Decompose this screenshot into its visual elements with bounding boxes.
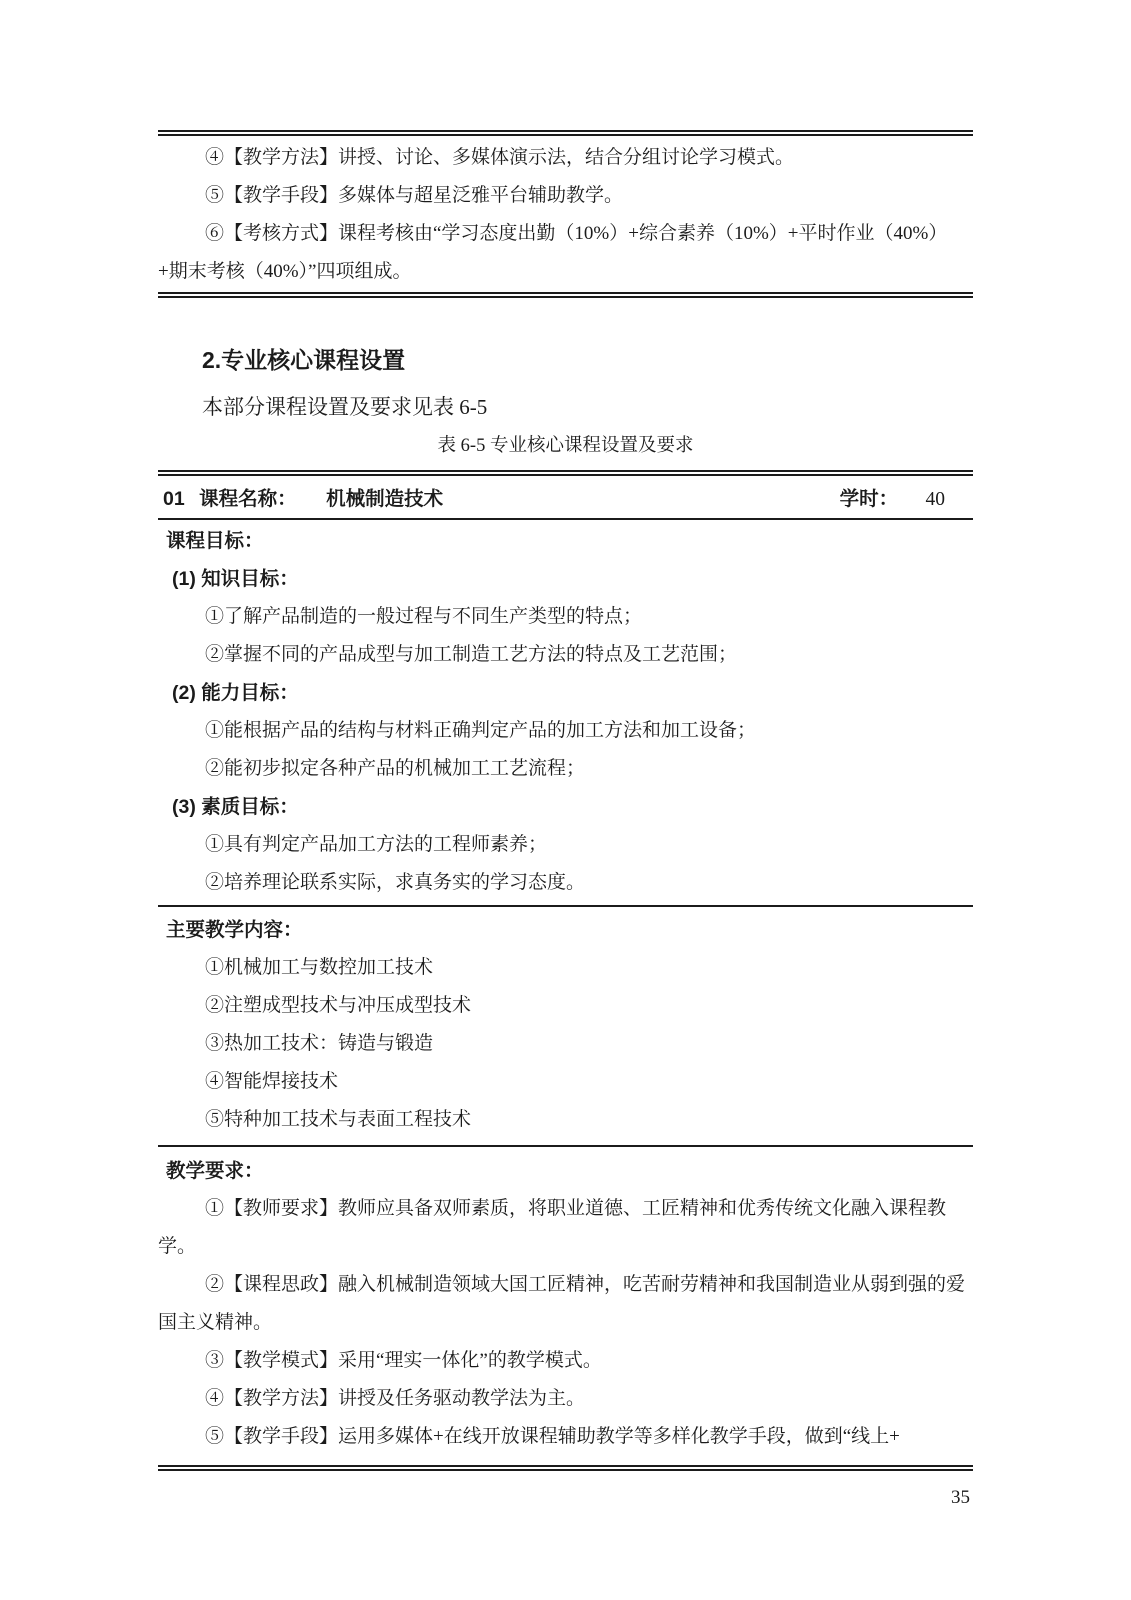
goal-item: ①能根据产品的结构与材料正确判定产品的加工方法和加工设备； bbox=[205, 720, 757, 741]
goal-item: ①具有判定产品加工方法的工程师素养； bbox=[205, 834, 548, 855]
content-item: ②注塑成型技术与冲压成型技术 bbox=[205, 995, 472, 1016]
content-item: ③热加工技术：铸造与锻造 bbox=[205, 1033, 434, 1054]
ability-goals-title: (2) 能力目标： bbox=[172, 682, 299, 704]
content-item: ④智能焊接技术 bbox=[205, 1071, 339, 1092]
course-goals-section bbox=[158, 520, 973, 905]
goal-item: ①了解产品制造的一般过程与不同生产类型的特点； bbox=[205, 606, 643, 627]
table-caption: 表 6-5 专业核心课程设置及要求 bbox=[437, 436, 694, 456]
requirement-item: ③【教学模式】采用“理实一体化”的教学模式。 bbox=[205, 1350, 602, 1371]
goal-item: ②培养理论联系实际，求真务实的学习态度。 bbox=[205, 872, 586, 893]
course-name-label: 课程名称： bbox=[199, 488, 297, 510]
paragraph-item: ⑥【考核方式】课程考核由“学习态度出勤（10%）+综合素养（10%）+平时作业（40%）+期末考核（40%）”四项组成。 bbox=[158, 223, 948, 282]
course-goals-title: 课程目标： bbox=[166, 530, 264, 552]
course-header-left bbox=[158, 483, 443, 511]
requirement-item: ⑤【教学手段】运用多媒体+在线开放课程辅助教学等多样化教学手段，做到“线上+ bbox=[205, 1426, 900, 1447]
knowledge-goals-title: (1) 知识目标： bbox=[172, 568, 299, 590]
top-margin bbox=[158, 0, 973, 130]
divider-double-block-end bbox=[158, 292, 973, 298]
course-header-right bbox=[840, 483, 973, 511]
course-number: 01 bbox=[163, 488, 185, 510]
hours-label: 学时： bbox=[839, 488, 899, 510]
section-intro: 本部分课程设置及要求见表 6-5 bbox=[202, 395, 488, 419]
teaching-requirements-section bbox=[158, 1147, 973, 1465]
quality-goals-title: (3) 素质目标： bbox=[172, 796, 299, 818]
requirement-item: ④【教学方法】讲授及任务驱动教学法为主。 bbox=[205, 1388, 586, 1409]
section-heading: 2.专业核心课程设置 bbox=[202, 347, 406, 373]
requirement-item: ②【课程思政】融入机械制造领域大国工匠精神，吃苦耐劳精神和我国制造业从弱到强的爱国主义精神。 bbox=[158, 1274, 966, 1333]
paragraph-item: ⑤【教学手段】多媒体与超星泛雅平台辅助教学。 bbox=[205, 185, 624, 206]
course-name: 机械制造技术 bbox=[326, 488, 444, 510]
teaching-content-section bbox=[158, 907, 973, 1145]
page-number: 35 bbox=[951, 1487, 970, 1508]
teaching-content-title: 主要教学内容： bbox=[166, 919, 303, 941]
goal-item: ②能初步拟定各种产品的机械加工工艺流程； bbox=[205, 758, 586, 779]
course-header-row bbox=[158, 476, 973, 518]
table-bottom-border bbox=[158, 1465, 973, 1471]
teaching-requirements-title: 教学要求： bbox=[166, 1160, 264, 1182]
paragraph-item: ④【教学方法】讲授、讨论、多媒体演示法，结合分组讨论学习模式。 bbox=[205, 147, 795, 168]
content-item: ①机械加工与数控加工技术 bbox=[205, 957, 434, 978]
top-requirements-block bbox=[158, 136, 973, 292]
content-item: ⑤特种加工技术与表面工程技术 bbox=[205, 1109, 472, 1130]
requirement-item: ①【教师要求】教师应具备双师素质，将职业道德、工匠精神和优秀传统文化融入课程教学。 bbox=[158, 1198, 947, 1257]
goal-item: ②掌握不同的产品成型与加工制造工艺方法的特点及工艺范围； bbox=[205, 644, 738, 665]
hours-value: 40 bbox=[925, 489, 945, 510]
